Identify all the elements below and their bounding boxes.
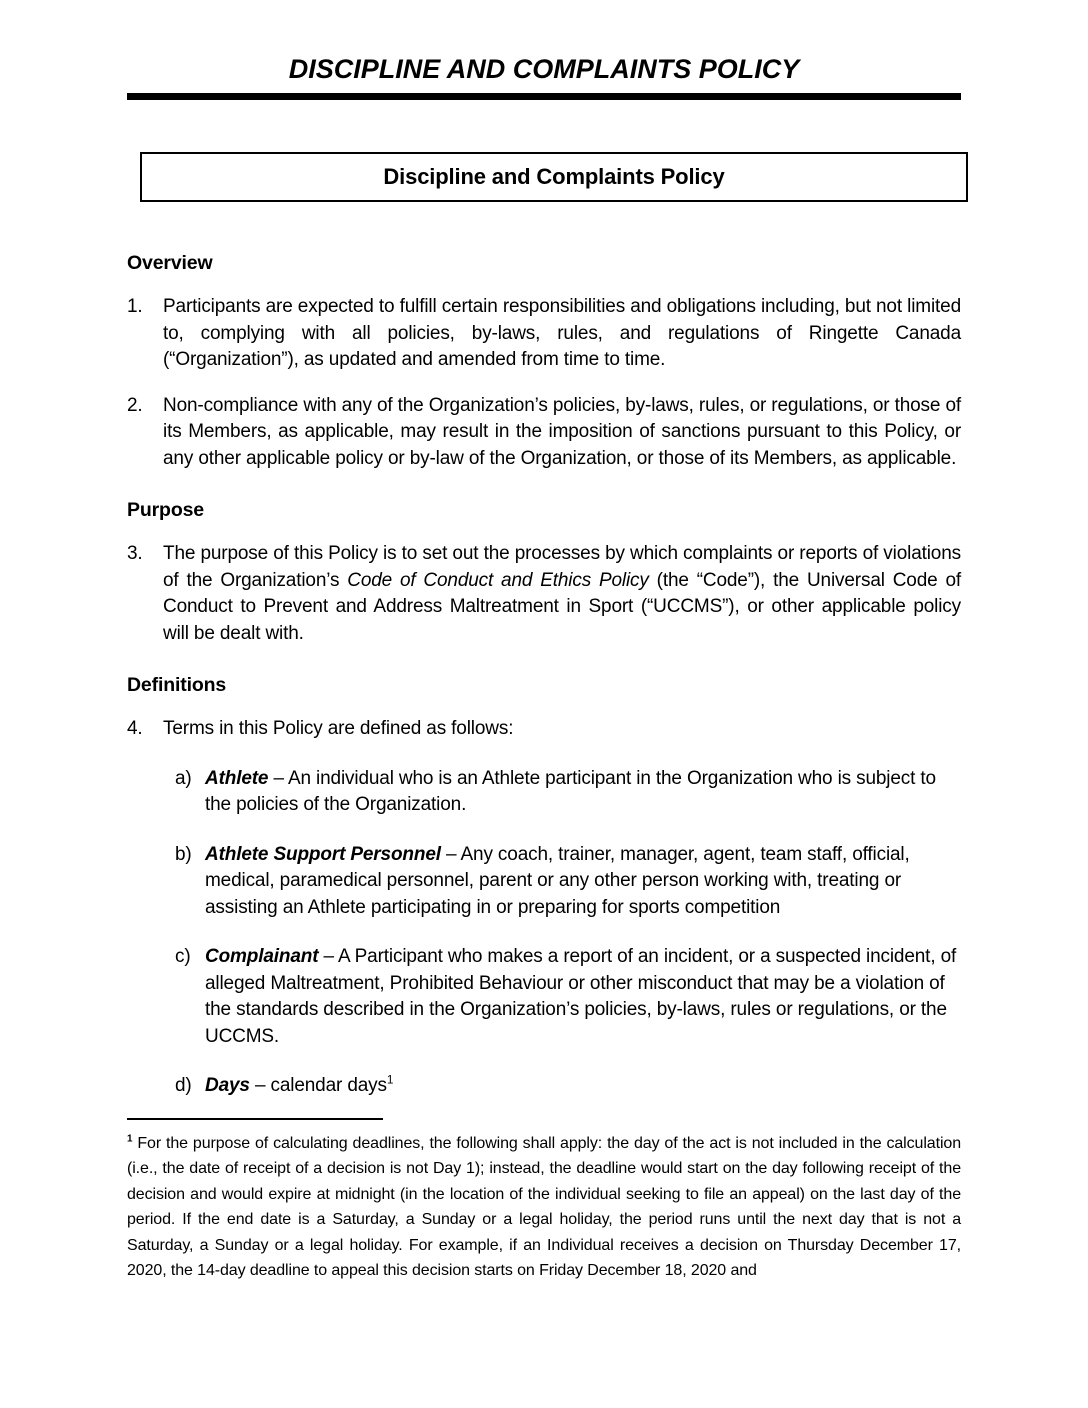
footnote-separator — [127, 1118, 383, 1120]
title-rule — [127, 93, 961, 100]
item-number: 1. — [127, 296, 143, 317]
item-text — [163, 541, 961, 647]
definition-label: d) — [175, 1075, 192, 1096]
definition-label: c) — [175, 946, 191, 967]
definition-desc: – calendar days — [249, 1075, 387, 1096]
numbered-item-3 — [127, 541, 961, 647]
definition-desc: – A Participant who makes a report of an incident, or a suspected incident, of alleged Maltreatment, Prohibited Behaviour or other misconduct that may be a violation of the standards described in the Organization’s policies, by-laws, rules or regulations, or the UCCMS. — [205, 946, 957, 1047]
item-text-italic-policy-name: Code of Conduct and Ethics Policy — [347, 569, 649, 591]
page-title: DISCIPLINE AND COMPLAINTS POLICY — [288, 54, 800, 84]
policy-title: Discipline and Complaints Policy — [383, 164, 725, 189]
definition-term: Days — [205, 1075, 250, 1096]
item-number: 2. — [127, 394, 143, 416]
item-text: Terms in this Policy are defined as follows: — [163, 718, 514, 739]
policy-title-box — [140, 152, 968, 202]
definition-label: a) — [175, 767, 192, 789]
footnote-marker: 1 — [127, 1133, 133, 1145]
item-text-plain: The purpose of this Policy is to set out the processes by which complaints or reports of violations of the Organization’s — [163, 543, 961, 591]
definition-text — [205, 766, 961, 819]
definition-term: Athlete Support Personnel — [205, 843, 441, 865]
item-text-plain: (the “Code”), the Universal Code of Conduct to Prevent and Address Maltreatment in Sport (“UCCMS”), or other applicable policy will be dealt with. — [163, 569, 961, 644]
definition-complainant — [175, 944, 961, 1050]
definition-desc: – An individual who is an Athlete participant in the Organization who is subject to the policies of the Organization. — [205, 767, 936, 815]
numbered-item-2 — [127, 393, 961, 473]
document-header — [127, 54, 961, 100]
footnote-area — [127, 1118, 961, 1284]
definition-term: Athlete — [205, 767, 269, 789]
footnote-reference: 1 — [386, 1073, 394, 1087]
definition-text — [205, 944, 961, 1050]
section-heading-purpose: Purpose — [127, 499, 204, 521]
item-text: Participants are expected to fulfill certain responsibilities and obligations including, but not limited to, complying with all policies, by-laws, rules, and regulations of Ringette Canada (“Organization”), as updated and amended from time to time. — [163, 296, 961, 370]
section-heading-definitions: Definitions — [127, 674, 227, 696]
footnote-body: For the purpose of calculating deadlines, the following shall apply: the day of the act is not included in the calculation (i.e., the date of receipt of a decision is not Day 1); instead, the deadline would start on the day following receipt of the decision and would expire at midnight (in the location of the individual seeking to file an appeal) on the last day of the period. If the end date is a Saturday, a Sunday or a legal holiday, the period runs until the next day that is not a Saturday, a Sunday or a legal holiday. For example, if an Individual receives a decision on Thursday December 17, 2020, the 14-day deadline to appeal this decision starts on Friday December 18, 2020 and — [127, 1134, 961, 1279]
definition-text — [205, 1073, 961, 1100]
definition-athlete-support-personnel — [175, 842, 961, 922]
definition-label: b) — [175, 843, 192, 865]
definition-days — [175, 1073, 961, 1100]
definition-athlete — [175, 766, 961, 819]
item-text: Non-compliance with any of the Organization’s policies, by-laws, rules, or regulations, or those of its Members, as applicable, may result in the imposition of sanctions pursuant to this Policy, or any other applicable policy or by-law of the Organization, or those of its Members, as applicable. — [163, 394, 961, 469]
item-number: 3. — [127, 543, 143, 564]
numbered-item-1 — [127, 294, 961, 374]
definition-desc: – Any coach, trainer, manager, agent, team staff, official, medical, paramedical personnel, parent or any other person working with, treating or assisting an Athlete participating in or preparing for sports competition — [205, 843, 910, 918]
section-heading-overview: Overview — [127, 252, 213, 274]
definition-text — [205, 842, 961, 922]
definition-term: Complainant — [205, 946, 319, 967]
item-number: 4. — [127, 718, 143, 739]
footnote-text — [127, 1131, 961, 1284]
numbered-item-4 — [127, 716, 961, 743]
